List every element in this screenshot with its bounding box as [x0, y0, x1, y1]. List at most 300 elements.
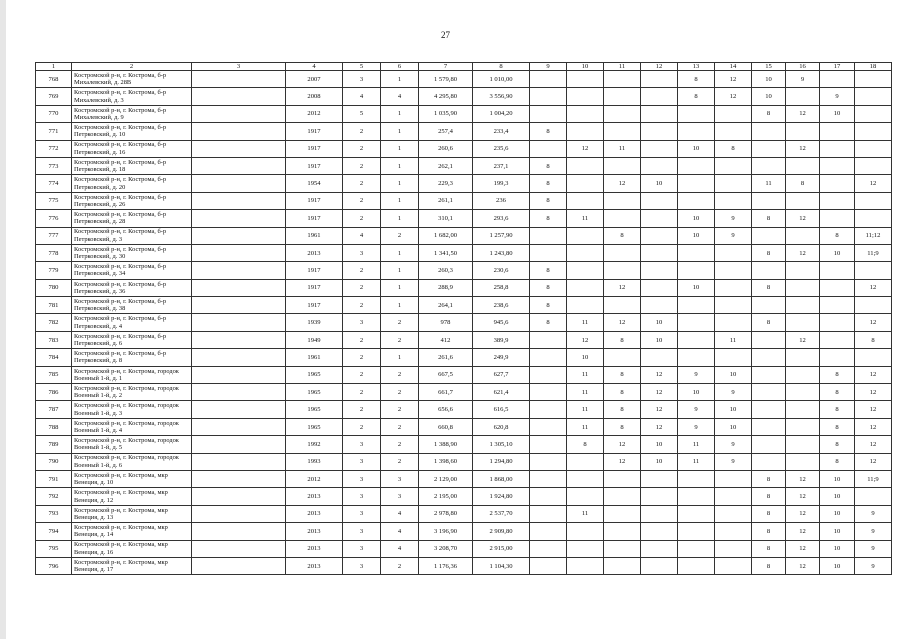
value-cell: 12	[855, 453, 892, 470]
row-number-cell: 788	[36, 418, 72, 435]
value-cell: 11;12	[855, 227, 892, 244]
value-cell: 1	[381, 175, 419, 192]
value-cell: 4	[381, 540, 419, 557]
table-row	[36, 453, 892, 470]
value-cell: 12	[855, 418, 892, 435]
value-cell	[715, 314, 752, 331]
value-cell: 2	[343, 418, 381, 435]
value-cell: 3 556,90	[473, 88, 530, 105]
value-cell	[530, 505, 567, 522]
value-cell	[192, 244, 286, 261]
address-cell: Костромской р-н, г. Кострома, городок Военный 1-й, д. 4	[72, 418, 192, 435]
value-cell: 12	[604, 314, 641, 331]
value-cell	[641, 157, 678, 174]
value-cell: 11	[567, 366, 604, 383]
row-number-cell: 785	[36, 366, 72, 383]
value-cell: 4 295,80	[419, 88, 473, 105]
value-cell	[786, 157, 820, 174]
value-cell	[820, 210, 855, 227]
value-cell: 12	[786, 105, 820, 122]
value-cell	[604, 349, 641, 366]
value-cell	[820, 349, 855, 366]
value-cell: 8	[820, 418, 855, 435]
value-cell	[192, 366, 286, 383]
value-cell	[752, 262, 786, 279]
value-cell: 2	[343, 175, 381, 192]
value-cell	[786, 88, 820, 105]
row-number-cell: 791	[36, 470, 72, 487]
value-cell: 8	[855, 331, 892, 348]
value-cell	[715, 349, 752, 366]
value-cell: 1917	[286, 262, 343, 279]
value-cell	[192, 192, 286, 209]
value-cell: 12	[604, 279, 641, 296]
value-cell: 2	[343, 262, 381, 279]
table-row	[36, 297, 892, 314]
value-cell	[820, 192, 855, 209]
value-cell: 229,3	[419, 175, 473, 192]
value-cell: 2	[343, 192, 381, 209]
value-cell: 1939	[286, 314, 343, 331]
value-cell	[192, 71, 286, 88]
value-cell	[855, 71, 892, 88]
table-row	[36, 366, 892, 383]
value-cell: 3 196,90	[419, 523, 473, 540]
address-cell: Костромской р-н, г. Кострома, б-р Петрковский, д. 20	[72, 175, 192, 192]
value-cell: 12	[855, 175, 892, 192]
value-cell: 2 978,80	[419, 505, 473, 522]
value-cell	[641, 262, 678, 279]
value-cell: 8	[752, 540, 786, 557]
value-cell	[641, 470, 678, 487]
address-cell: Костромской р-н, г. Кострома, б-р Михалевский, д. 9	[72, 105, 192, 122]
value-cell	[192, 453, 286, 470]
value-cell	[530, 88, 567, 105]
value-cell	[641, 505, 678, 522]
value-cell: 8	[678, 71, 715, 88]
value-cell: 10	[567, 349, 604, 366]
value-cell: 8	[752, 314, 786, 331]
row-number-cell: 782	[36, 314, 72, 331]
value-cell: 8	[752, 210, 786, 227]
value-cell	[567, 123, 604, 140]
value-cell	[715, 488, 752, 505]
value-cell: 1965	[286, 366, 343, 383]
value-cell	[715, 279, 752, 296]
value-cell: 10	[715, 401, 752, 418]
value-cell	[530, 401, 567, 418]
column-header-14: 14	[715, 63, 752, 71]
table-row	[36, 227, 892, 244]
value-cell: 2	[381, 384, 419, 401]
value-cell: 8	[530, 297, 567, 314]
value-cell	[855, 157, 892, 174]
value-cell: 2	[343, 123, 381, 140]
value-cell: 1917	[286, 192, 343, 209]
value-cell: 9	[678, 366, 715, 383]
table-row	[36, 192, 892, 209]
value-cell: 10	[820, 488, 855, 505]
value-cell	[820, 123, 855, 140]
table-row	[36, 505, 892, 522]
value-cell	[715, 540, 752, 557]
value-cell: 3	[343, 314, 381, 331]
value-cell: 2 129,00	[419, 470, 473, 487]
value-cell: 8	[530, 175, 567, 192]
value-cell: 1961	[286, 349, 343, 366]
value-cell	[678, 540, 715, 557]
value-cell: 235,6	[473, 140, 530, 157]
value-cell: 12	[855, 436, 892, 453]
value-cell: 9	[678, 401, 715, 418]
value-cell: 237,1	[473, 157, 530, 174]
address-cell: Костромской р-н, г. Кострома, б-р Михалевский, д. 28В	[72, 71, 192, 88]
value-cell: 1 682,00	[419, 227, 473, 244]
value-cell	[567, 262, 604, 279]
value-cell: 3	[343, 244, 381, 261]
address-cell: Костромской р-н, г. Кострома, б-р Петрковский, д. 28	[72, 210, 192, 227]
value-cell: 4	[343, 88, 381, 105]
value-cell	[678, 297, 715, 314]
value-cell	[604, 557, 641, 574]
column-header-6: 6	[381, 63, 419, 71]
value-cell	[567, 88, 604, 105]
value-cell: 8	[820, 384, 855, 401]
value-cell	[678, 157, 715, 174]
row-number-cell: 781	[36, 297, 72, 314]
address-cell: Костромской р-н, г. Кострома, б-р Петрковский, д. 4	[72, 314, 192, 331]
value-cell: 12	[604, 175, 641, 192]
table-row	[36, 557, 892, 574]
value-cell	[752, 123, 786, 140]
value-cell: 12	[604, 453, 641, 470]
value-cell	[752, 192, 786, 209]
table-row	[36, 349, 892, 366]
table-row	[36, 401, 892, 418]
value-cell: 667,5	[419, 366, 473, 383]
value-cell	[530, 105, 567, 122]
value-cell: 12	[641, 401, 678, 418]
value-cell: 249,9	[473, 349, 530, 366]
value-cell	[678, 331, 715, 348]
value-cell: 262,1	[419, 157, 473, 174]
value-cell: 12	[715, 71, 752, 88]
value-cell: 11	[678, 453, 715, 470]
value-cell	[786, 366, 820, 383]
value-cell	[604, 88, 641, 105]
value-cell	[715, 123, 752, 140]
value-cell: 9	[715, 210, 752, 227]
value-cell: 1 388,90	[419, 436, 473, 453]
value-cell: 261,6	[419, 349, 473, 366]
value-cell	[855, 123, 892, 140]
value-cell: 11	[604, 140, 641, 157]
column-header-11: 11	[604, 63, 641, 71]
value-cell	[192, 523, 286, 540]
value-cell	[530, 71, 567, 88]
value-cell	[678, 123, 715, 140]
value-cell: 10	[820, 557, 855, 574]
value-cell	[567, 175, 604, 192]
value-cell: 1 868,00	[473, 470, 530, 487]
value-cell: 11	[567, 384, 604, 401]
value-cell	[678, 192, 715, 209]
value-cell: 2	[343, 401, 381, 418]
column-header-3: 3	[192, 63, 286, 71]
table-row	[36, 418, 892, 435]
address-cell: Костромской р-н, г. Кострома, городок Военный 1-й, д. 5	[72, 436, 192, 453]
value-cell	[820, 262, 855, 279]
value-cell	[786, 297, 820, 314]
value-cell	[567, 297, 604, 314]
address-cell: Костромской р-н, г. Кострома, б-р Петрковский, д. 16	[72, 140, 192, 157]
row-number-cell: 789	[36, 436, 72, 453]
value-cell	[604, 523, 641, 540]
value-cell: 3	[381, 470, 419, 487]
table-row	[36, 71, 892, 88]
value-cell	[567, 279, 604, 296]
value-cell: 1	[381, 244, 419, 261]
value-cell	[752, 418, 786, 435]
value-cell: 8	[786, 175, 820, 192]
value-cell: 9	[855, 505, 892, 522]
value-cell	[567, 488, 604, 505]
value-cell: 11;9	[855, 470, 892, 487]
table-body	[36, 71, 892, 575]
value-cell	[715, 175, 752, 192]
value-cell	[786, 123, 820, 140]
value-cell: 2012	[286, 105, 343, 122]
value-cell: 10	[678, 140, 715, 157]
value-cell	[715, 297, 752, 314]
value-cell	[786, 279, 820, 296]
column-header-15: 15	[752, 63, 786, 71]
value-cell	[752, 331, 786, 348]
value-cell	[567, 557, 604, 574]
value-cell: 11	[567, 210, 604, 227]
value-cell: 3	[343, 523, 381, 540]
value-cell	[678, 470, 715, 487]
value-cell	[567, 105, 604, 122]
value-cell: 3	[343, 488, 381, 505]
value-cell: 8	[604, 401, 641, 418]
value-cell	[820, 157, 855, 174]
value-cell	[641, 279, 678, 296]
value-cell: 12	[641, 418, 678, 435]
value-cell	[604, 262, 641, 279]
value-cell	[530, 331, 567, 348]
value-cell: 1917	[286, 279, 343, 296]
value-cell: 11;9	[855, 244, 892, 261]
table-row	[36, 157, 892, 174]
row-number-cell: 776	[36, 210, 72, 227]
value-cell	[641, 192, 678, 209]
value-cell: 10	[678, 384, 715, 401]
value-cell: 10	[641, 175, 678, 192]
column-header-13: 13	[678, 63, 715, 71]
value-cell	[820, 279, 855, 296]
value-cell: 12	[855, 314, 892, 331]
row-number-cell: 772	[36, 140, 72, 157]
value-cell	[530, 366, 567, 383]
value-cell	[641, 140, 678, 157]
value-cell: 12	[786, 244, 820, 261]
value-cell	[530, 540, 567, 557]
column-header-16: 16	[786, 63, 820, 71]
value-cell: 2	[343, 349, 381, 366]
address-cell: Костромской р-н, г. Кострома, б-р Петрковский, д. 10	[72, 123, 192, 140]
value-cell	[678, 557, 715, 574]
value-cell	[192, 314, 286, 331]
value-cell	[715, 192, 752, 209]
value-cell	[567, 470, 604, 487]
value-cell: 2	[381, 227, 419, 244]
address-cell: Костромской р-н, г. Кострома, б-р Михалевский, д. 3	[72, 88, 192, 105]
value-cell: 8	[530, 279, 567, 296]
value-cell: 11	[752, 175, 786, 192]
value-cell	[530, 349, 567, 366]
value-cell	[641, 488, 678, 505]
value-cell: 2	[343, 331, 381, 348]
row-number-cell: 787	[36, 401, 72, 418]
value-cell	[786, 349, 820, 366]
value-cell: 12	[641, 366, 678, 383]
address-cell: Костромской р-н, г. Кострома, городок Военный 1-й, д. 2	[72, 384, 192, 401]
value-cell: 1954	[286, 175, 343, 192]
value-cell: 12	[641, 384, 678, 401]
column-header-9: 9	[530, 63, 567, 71]
table-row	[36, 140, 892, 157]
value-cell	[678, 244, 715, 261]
value-cell	[604, 470, 641, 487]
value-cell: 12	[786, 210, 820, 227]
value-cell	[855, 192, 892, 209]
value-cell: 12	[855, 366, 892, 383]
value-cell	[786, 453, 820, 470]
row-number-cell: 794	[36, 523, 72, 540]
value-cell	[530, 453, 567, 470]
table-row	[36, 488, 892, 505]
row-number-cell: 769	[36, 88, 72, 105]
value-cell: 3	[343, 436, 381, 453]
value-cell: 1993	[286, 453, 343, 470]
address-cell: Костромской р-н, г. Кострома, мкр Венеция, д. 16	[72, 540, 192, 557]
value-cell: 4	[381, 505, 419, 522]
value-cell: 9	[715, 453, 752, 470]
value-cell: 3	[343, 453, 381, 470]
value-cell: 8	[820, 401, 855, 418]
value-cell	[752, 227, 786, 244]
value-cell	[855, 210, 892, 227]
row-number-cell: 775	[36, 192, 72, 209]
value-cell	[678, 488, 715, 505]
column-header-2: 2	[72, 63, 192, 71]
value-cell: 10	[752, 71, 786, 88]
value-cell: 9	[855, 523, 892, 540]
table-row	[36, 262, 892, 279]
value-cell	[604, 505, 641, 522]
value-cell: 10	[752, 88, 786, 105]
value-cell: 1	[381, 140, 419, 157]
value-cell: 10	[820, 540, 855, 557]
value-cell	[567, 523, 604, 540]
value-cell: 8	[567, 436, 604, 453]
value-cell: 199,3	[473, 175, 530, 192]
value-cell	[641, 244, 678, 261]
value-cell: 10	[820, 470, 855, 487]
value-cell: 389,9	[473, 331, 530, 348]
table-row	[36, 123, 892, 140]
value-cell	[715, 105, 752, 122]
value-cell: 10	[820, 505, 855, 522]
value-cell: 2013	[286, 557, 343, 574]
value-cell: 9	[678, 418, 715, 435]
value-cell: 2	[343, 157, 381, 174]
table-row	[36, 88, 892, 105]
value-cell	[855, 297, 892, 314]
value-cell: 2 915,00	[473, 540, 530, 557]
value-cell: 1	[381, 349, 419, 366]
value-cell	[192, 123, 286, 140]
value-cell: 2	[381, 418, 419, 435]
value-cell	[530, 470, 567, 487]
value-cell	[641, 71, 678, 88]
value-cell: 8	[752, 557, 786, 574]
value-cell: 310,1	[419, 210, 473, 227]
table-row	[36, 331, 892, 348]
value-cell: 9	[855, 557, 892, 574]
value-cell	[192, 175, 286, 192]
value-cell: 1965	[286, 401, 343, 418]
value-cell: 12	[786, 540, 820, 557]
value-cell: 9	[855, 540, 892, 557]
table-row	[36, 470, 892, 487]
address-cell: Костромской р-н, г. Кострома, мкр Венеция, д. 17	[72, 557, 192, 574]
value-cell	[786, 262, 820, 279]
value-cell: 1949	[286, 331, 343, 348]
value-cell	[530, 488, 567, 505]
value-cell: 8	[604, 366, 641, 383]
value-cell	[678, 523, 715, 540]
value-cell	[567, 453, 604, 470]
value-cell	[641, 557, 678, 574]
value-cell: 8	[530, 123, 567, 140]
value-cell	[604, 123, 641, 140]
value-cell: 8	[530, 262, 567, 279]
value-cell: 2	[343, 210, 381, 227]
value-cell: 8	[530, 192, 567, 209]
value-cell: 12	[567, 331, 604, 348]
value-cell: 10	[641, 453, 678, 470]
value-cell: 12	[855, 279, 892, 296]
address-cell: Костромской р-н, г. Кострома, б-р Петрковский, д. 8	[72, 349, 192, 366]
value-cell: 4	[381, 523, 419, 540]
value-cell: 3	[343, 540, 381, 557]
value-cell	[192, 279, 286, 296]
row-number-cell: 778	[36, 244, 72, 261]
address-cell: Костромской р-н, г. Кострома, б-р Петрковский, д. 3	[72, 227, 192, 244]
value-cell: 1	[381, 297, 419, 314]
value-cell	[192, 210, 286, 227]
value-cell: 1	[381, 279, 419, 296]
value-cell: 238,6	[473, 297, 530, 314]
value-cell	[715, 470, 752, 487]
value-cell	[855, 140, 892, 157]
column-header-12: 12	[641, 63, 678, 71]
value-cell: 1965	[286, 418, 343, 435]
value-cell: 8	[752, 105, 786, 122]
value-cell: 3	[381, 488, 419, 505]
